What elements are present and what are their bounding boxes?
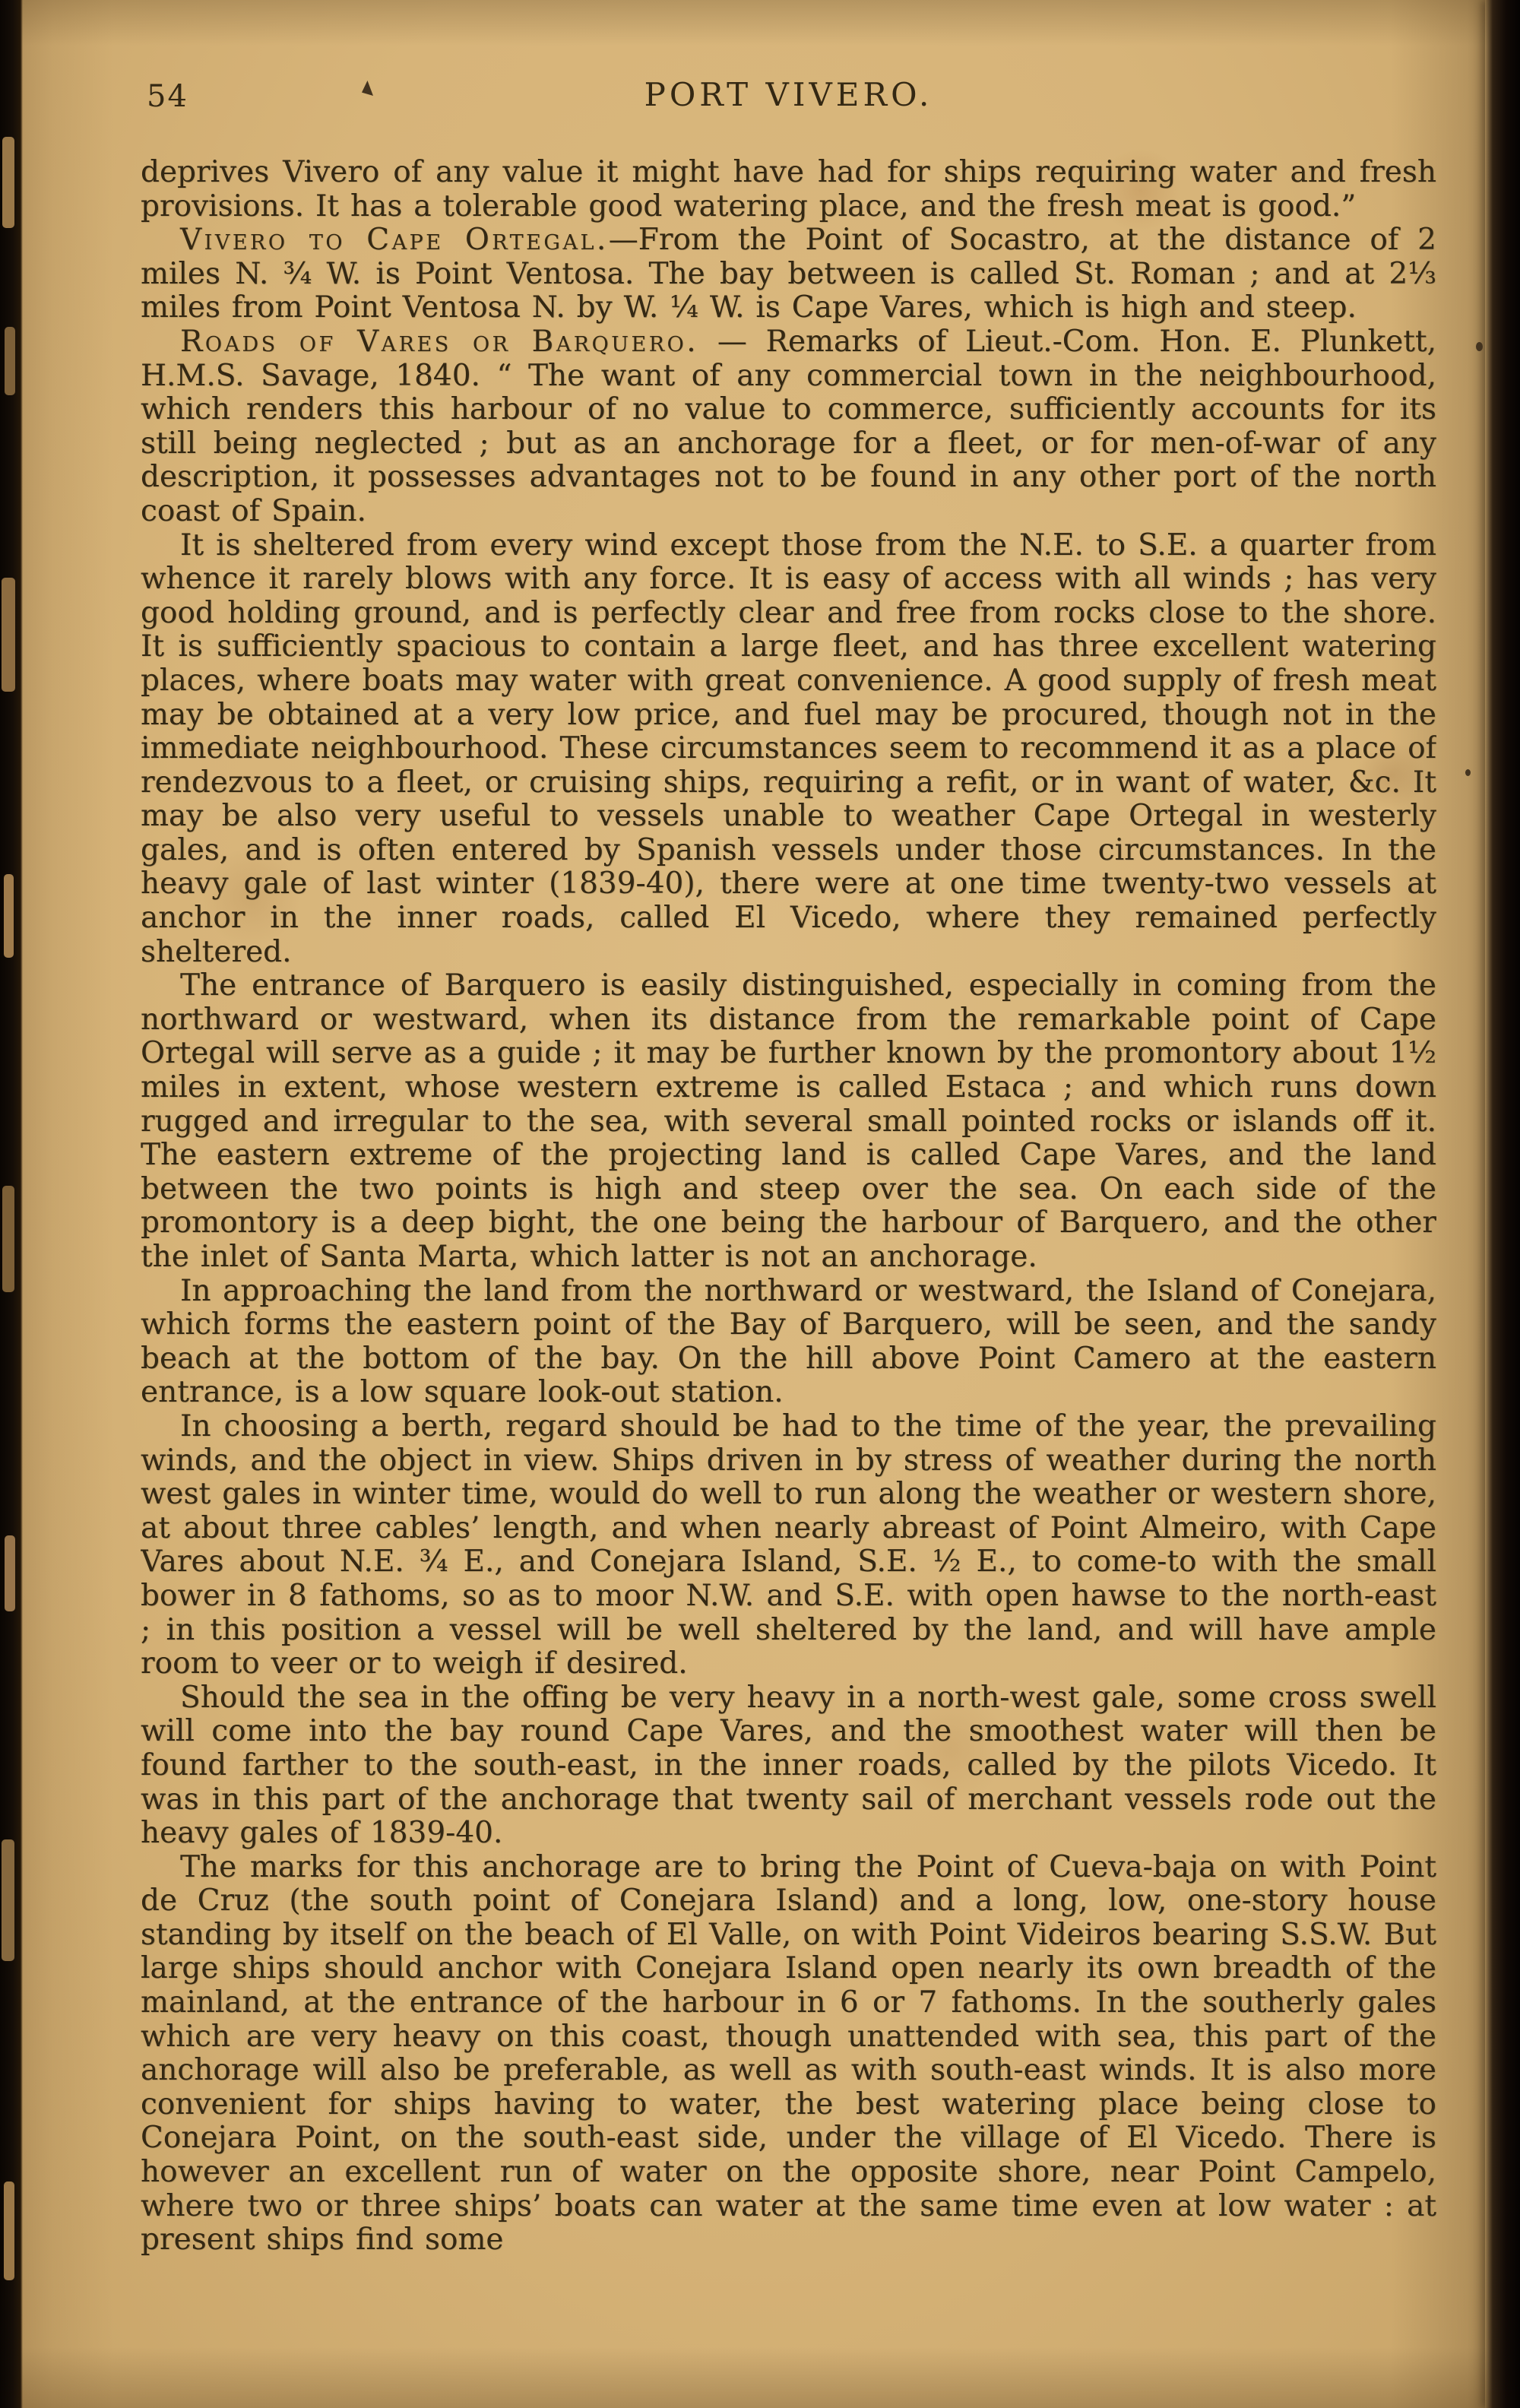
torn-paper-fragment [2,1186,14,1292]
paragraph-text: —From the Point of Socastro, at the distance of 2 miles N. ¾ W. is Point Ventosa. The bay between is called St. Roman ; and at 2⅓ miles from Point Ventosa N. by W. ¼ W. is Cape Vares, which is high and steep. [141,223,1436,325]
paragraph [141,1275,1436,1410]
paragraph [141,529,1436,970]
ink-blot [1465,769,1471,776]
page-content [141,76,1436,2387]
paragraph [141,969,1436,1274]
paragraph-lead: Roads of Vares or Barquero. [180,324,699,359]
scan-right-edge [1485,0,1520,2408]
paragraph [141,1851,1436,2258]
paragraph-lead: Vivero to Cape Ortegal. [180,223,609,258]
paragraph [141,156,1436,223]
paragraph [141,223,1436,325]
paragraph-text: deprives Vivero of any value it might have had for ships requiring water and fresh provisions. It has a tolerable good watering place, and the fresh meat is good.” [141,155,1436,223]
paragraph [141,325,1436,529]
torn-paper-fragment [2,137,14,228]
paragraph [141,1410,1436,1681]
page-header [141,76,1436,119]
page-body [141,156,1436,2258]
torn-paper-fragment [5,1535,15,1611]
paragraph-text: The entrance of Barquero is easily distinguished, especially in coming from the northward or westward, when its distance from the remarkable point of Cape Ortegal will serve as a guide ; it may be further known by the promontory about 1½ miles in extent, whose western extreme is called Estaca ; and which runs down rugged and irregular to the sea, with several small pointed rocks or islands off it. The eastern extreme of the projecting land is called Cape Vares, and the land between the two points is high and steep over the sea. On each side of the promontory is a deep bight, the one being the harbour of Barquero, and the other the inlet of Santa Marta, which latter is not an anchorage. [141,968,1436,1274]
ink-blot [1476,342,1483,351]
page-number: 54 [147,79,188,114]
paragraph-text: The marks for this anchorage are to bring the Point of Cueva-baja on with Point de Cruz (the south point of Conejara Island) and a long, low, one-story house standing by itself on the beach of El Valle, on with Point Videiros bearing S.S.W. But large ships should anchor with Conejara Island open nearly its own breadth of the mainland, at the entrance of the harbour in 6 or 7 fathoms. In the southerly gales which are very heavy on this coast, though unattended with sea, this part of the anchorage will also be preferable, as well as with south-east winds. It is also more convenient for ships having to water, the best watering place being close to Conejara Point, on the south-east side, under the village of El Vicedo. There is however an excellent run of water on the opposite shore, near Point Campelo, where two or three ships’ boats can water at the same time even at low water : at present ships find some [141,1849,1436,2258]
paragraph-text: — Remarks of Lieut.-Com. Hon. E. Plunkett, H.M.S. Savage, 1840. “ The want of any commercial town in the neighbourhood, which renders this harbour of no value to commerce, sufficiently accounts for its still being neglected ; but as an anchorage for a fleet, or for men-of-war of any description, it possesses advantages not to be found in any other port of the north coast of Spain. [141,324,1436,528]
torn-paper-fragment [5,327,15,395]
paragraph-text: In approaching the land from the northward or westward, the Island of Conejara, which forms the eastern point of the Bay of Barquero, will be seen, and the sandy beach at the bottom of the bay. On the hill above Point Camero at the eastern entrance, is a low square look-out station. [141,1273,1436,1410]
running-title: PORT VIVERO. [644,76,933,113]
paragraph-text: Should the sea in the offing be very heavy in a north-west gale, some cross swell will come into the bay round Cape Vares, and the smoothest water will then be found farther to the south-east, in the inner roads, called by the pilots Vicedo. It was in this part of the anchorage that twenty sail of merchant vessels rode out the heavy gales of 1839-40. [141,1680,1436,1851]
torn-paper-fragment [4,2181,14,2280]
torn-paper-fragment [2,578,15,692]
torn-paper-fragment [2,1839,14,1961]
paragraph-text: In choosing a berth, regard should be had to the time of the year, the prevailing winds, and the object in view. Ships driven in by stress of weather during the north west gales in winter time, would do well to run along the weather or western shore, at about three cables’ length, and when nearly abreast of Point Almeiro, with Cape Vares about N.E. ¾ E., and Conejara Island, S.E. ½ E., to come-to with the small bower in 8 fathoms, so as to moor N.W. and S.E. with open hawse to the north-east ; in this position a vessel will be well sheltered by the land, and will have ample room to veer or to weigh if desired. [141,1408,1436,1681]
scan-left-edge [0,0,23,2408]
torn-paper-fragment [4,874,14,958]
paragraph [141,1681,1436,1851]
paragraph-text: It is sheltered from every wind except those from the N.E. to S.E. a quarter from whence it rarely blows with any force. It is easy of access with all winds ; has very good holding ground, and is perfectly clear and free from rocks close to the shore. It is sufficiently spacious to contain a large fleet, and has three excellent watering places, where boats may water with great convenience. A good supply of fresh meat may be obtained at a very low price, and fuel may be procured, though not in the immediate neighbourhood. These circumstances seem to recommend it as a place of rendezvous to a fleet, or cruising ships, requiring a refit, or in want of water, &c. It may be also very useful to vessels unable to weather Cape Ortegal in westerly gales, and is often entered by Spanish vessels under those circumstances. In the heavy gale of last winter (1839-40), there were at one time twenty-two vessels at anchor in the inner roads, called El Vicedo, where they remained perfectly sheltered. [141,528,1436,969]
